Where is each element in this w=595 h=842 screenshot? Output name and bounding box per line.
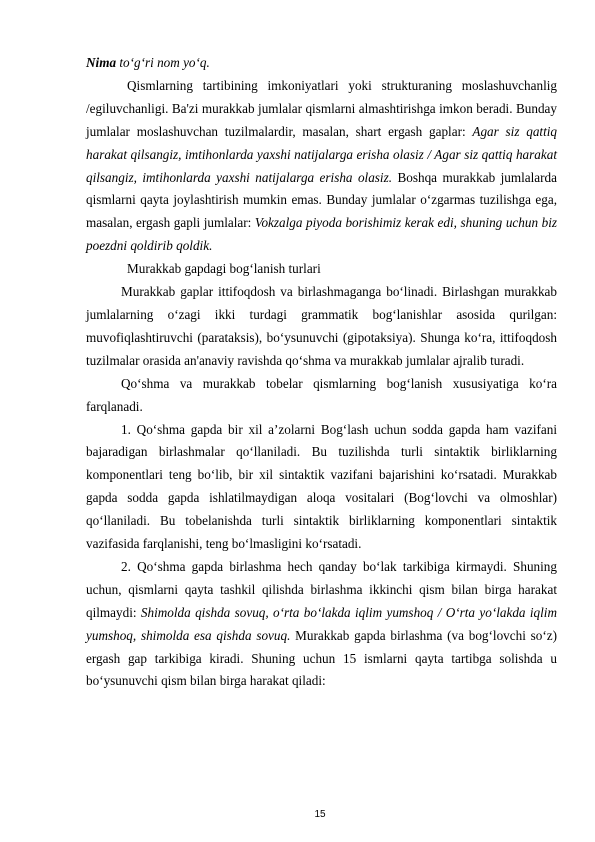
paragraph-compound-types: Murakkab gaplar ittifoqdosh va birlashmaganga bo‘linadi. Birlashgan murakkab jumlalarning o‘zagi ikki turdagi grammatik bog‘lanishlar asosida qurilgan: muvofiqlashtiruvchi (parataksis), bo‘ysunuvchi (gipotaksiya). Shunga ko‘ra, ittifoqdosh tuzilmalar orasida an'anaviy ravishda qo‘shma va murakkab jumlalar ajralib turadi. (86, 284, 557, 368)
page-number: 15 (314, 809, 326, 820)
section-heading: Murakkab gapdagi bog‘lanish turlari (127, 261, 321, 277)
opening-rest: to‘g‘ri nom yo‘q. (116, 55, 210, 70)
paragraph-difference-intro: Qo‘shma va murakkab tobelar qismlarning bog‘lanish xususiyatiga ko‘ra farqlanadi. (86, 375, 557, 414)
example-conditional: Agar siz qattiq harakat qilsangiz, imtihonlarda yaxshi natijalarga erisha olasiz / Agar siz qattiq harakat qilsangiz, imtihonlarda yaxshi natijalarga erisha olasiz. (86, 123, 558, 185)
bold-word: Nima (86, 55, 117, 70)
paragraph-text: 2. Qo‘shma gapda birlashma hech qanday bo‘lak tarkibiga kirmaydi. Shuning uchun, qismlarni qayta tashkil qilishda birlashma ikkinchi qism bilan birga harakat qilmaydi: (86, 558, 557, 620)
paragraph-point-one: 1. Qo‘shma gapda bir xil a’zolarni Bog‘lash uchun sodda gapda ham vazifani bajaradigan birlashmalar qo‘llaniladi. Bu tuzilishda turli sintaktik birliklarning komponentlari teng bo‘lib, bir xil sintaktik vazifani bajarishini ko‘rsatadi. Murakkab gapda sodda gapda ishlatilmaydigan aloqa vositalari (Bog‘lovchi va olmoshlar) qo‘llaniladi. Bu tobelanishda turli sintaktik birliklarning komponentlari sintaktik vazifasida farqlanishi, teng bo‘lmasligini ko‘rsatadi. (86, 421, 557, 552)
paragraph-text: Murakkab gapda birlashma (va bog‘lovchi so‘z) ergash gap tarkibiga kiradi. Shuning uchun 15 ismlarni qayta tartibga solishda u bo‘ysunuvchi qism bilan birga harakat qiladi: (86, 627, 557, 689)
example-climate: Shimolda qishda sovuq, o‘rta bo‘lakda iqlim yumshoq / O‘rta yo‘lakda iqlim yumshoq, shimolda esa qishda sovuq. (86, 604, 557, 643)
opening-line (86, 52, 557, 75)
paragraph-structure-flexibility (86, 75, 557, 258)
paragraph-text: Qismlarning tartibining imkoniyatlari yoki strukturaning moslashuvchanlig /egiluvchanligi. Ba'zi murakkab jumlalar qismlarni almashtirishga imkon beradi. Bunday jumlalar moslashuvchan tuzilmalardir, masalan, shart ergash gaplar: (86, 77, 557, 139)
example-subordinate: Vokzalga piyoda borishimiz kerak edi, shuning uchun biz poezdni qoldirib qoldik. (86, 215, 557, 254)
paragraph-text: Boshqa murakkab jumlalarda qismlarni qayta joylashtirish mumkin emas. Bunday jumlalar o‘zgarmas tuzilishga ega, masalan, ergash gapli jumlalar: (86, 169, 557, 231)
document-page (86, 52, 557, 693)
paragraph-point-two (86, 556, 557, 693)
